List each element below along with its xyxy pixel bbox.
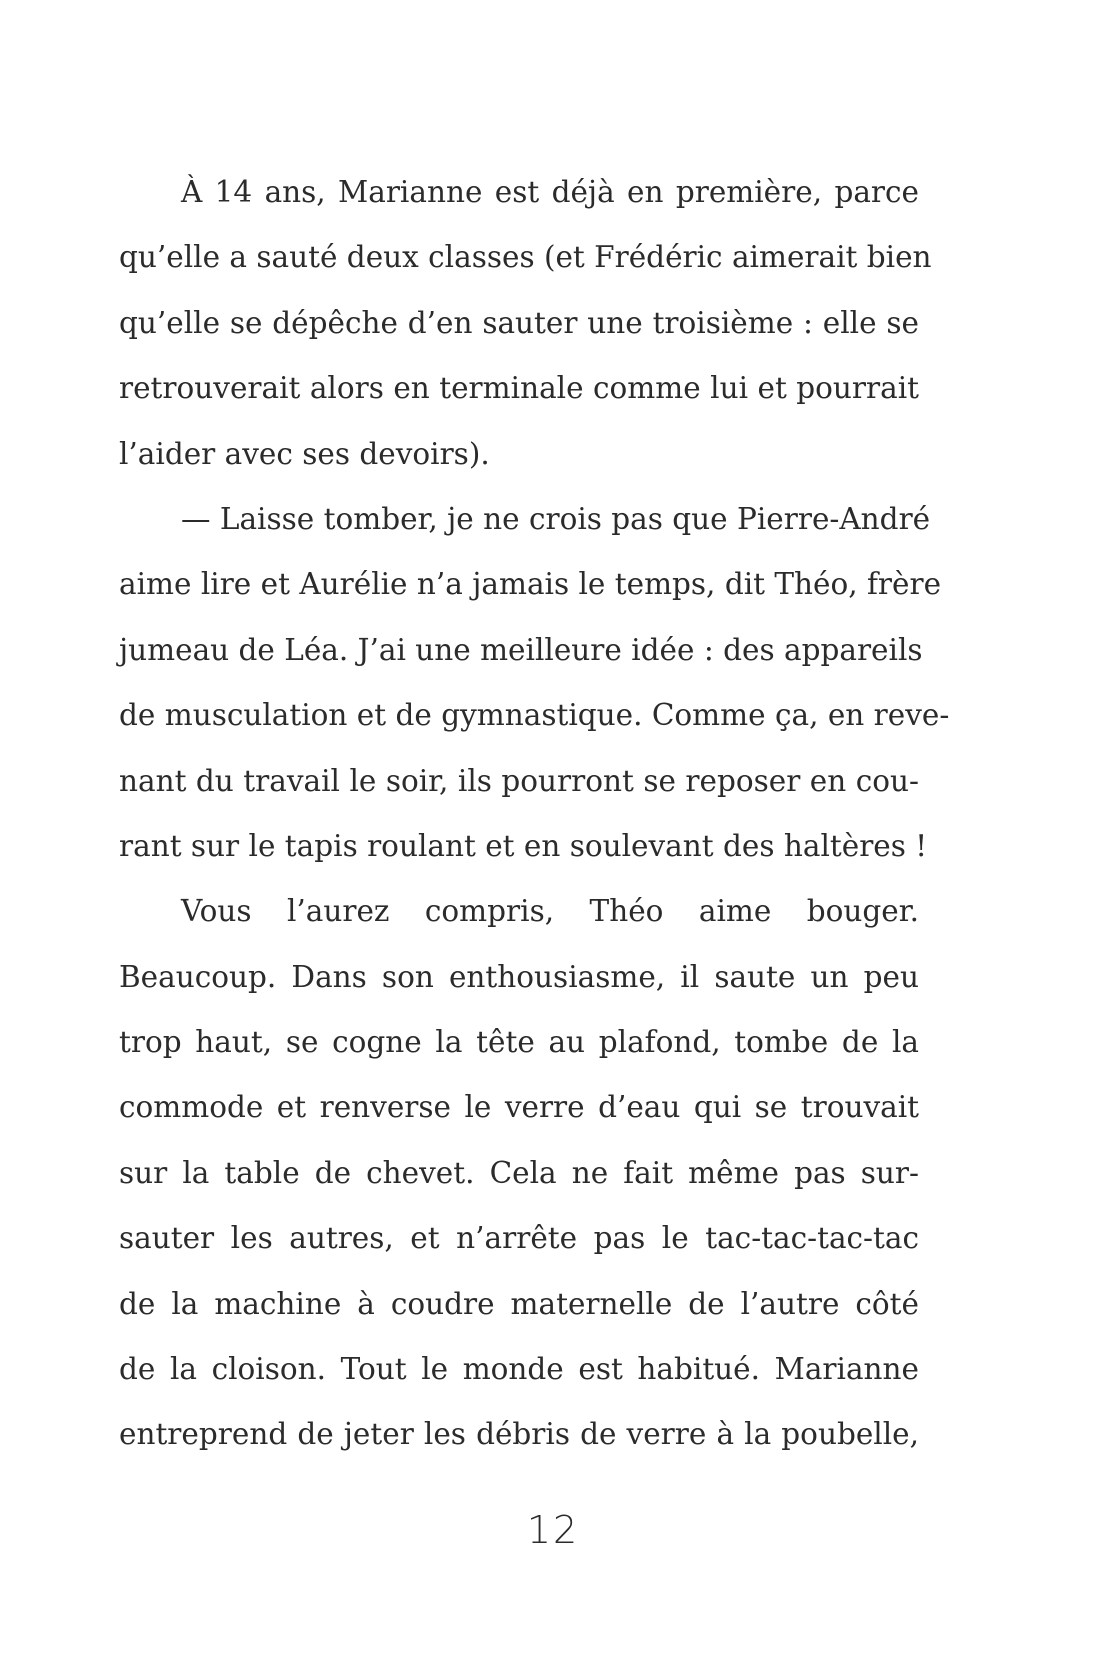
text-line: sauter les autres, et n’arrête pas le tac-tac-tac-tac	[119, 1221, 919, 1256]
text-line: de la cloison. Tout le monde est habitué. Marianne	[119, 1352, 919, 1387]
text-line: commode et renverse le verre d’eau qui se trouvait	[119, 1090, 919, 1125]
text-line: aime lire et Aurélie n’a jamais le temps, dit Théo, frère	[119, 567, 942, 602]
text-line: entreprend de jeter les débris de verre à la poubelle,	[119, 1417, 919, 1452]
text-line: qu’elle se dépêche d’en sauter une troisième : elle se	[119, 305, 919, 340]
page-number: 12	[526, 1508, 580, 1552]
text-line: qu’elle a sauté deux classes (et Frédéric aimerait bien	[119, 240, 932, 275]
text-line: Vous l’aurez compris, Théo aime bouger.	[181, 894, 919, 929]
text-line: rant sur le tapis roulant et en soulevant des haltères !	[119, 828, 928, 863]
text-line: l’aider avec ses devoirs).	[119, 436, 490, 471]
text-line: nant du travail le soir, ils pourront se reposer en cou-	[119, 763, 919, 798]
text-line: de musculation et de gymnastique. Comme ça, en reve-	[119, 698, 950, 733]
body-text	[119, 160, 950, 1468]
text-line: retrouverait alors en terminale comme lui et pourrait	[119, 371, 919, 406]
text-line: jumeau de Léa. J’ai une meilleure idée : des appareils	[119, 632, 923, 667]
text-line: de la machine à coudre maternelle de l’autre côté	[119, 1286, 919, 1321]
text-line: sur la table de chevet. Cela ne fait même pas sur-	[119, 1155, 919, 1190]
text-line: À 14 ans, Marianne est déjà en première, parce	[181, 175, 919, 209]
text-line: — Laisse tomber, je ne crois pas que Pierre-André	[181, 501, 931, 536]
text-line: Beaucoup. Dans son enthousiasme, il saute un peu	[119, 959, 919, 994]
text-line: trop haut, se cogne la tête au plafond, tombe de la	[119, 1025, 919, 1060]
